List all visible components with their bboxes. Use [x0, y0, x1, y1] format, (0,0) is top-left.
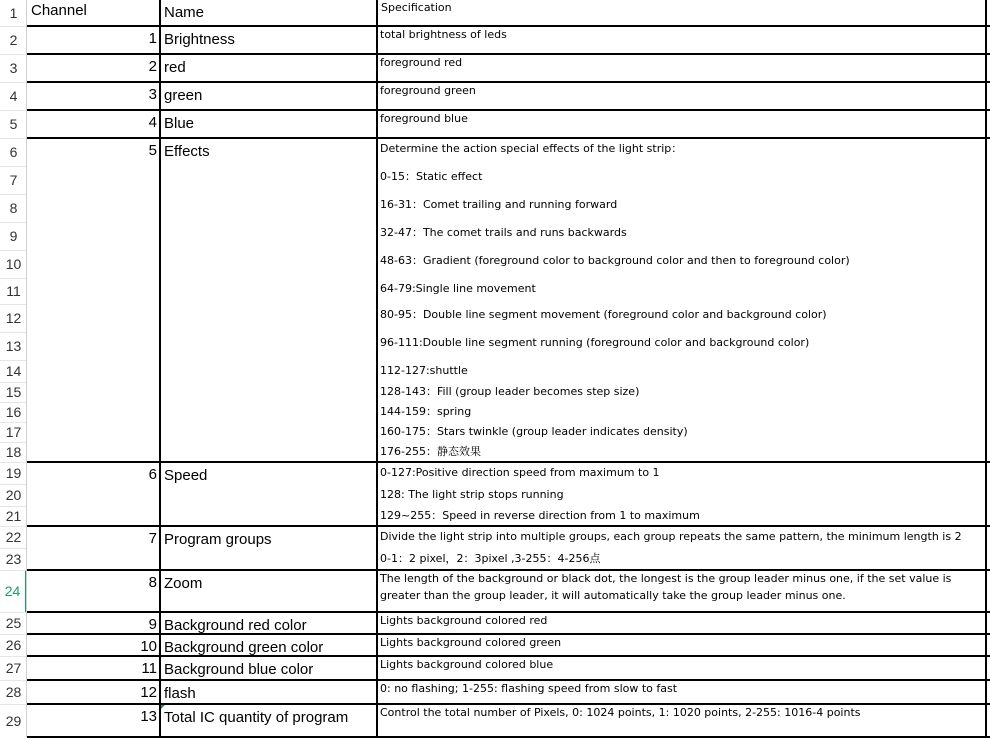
- row-header-gridline: [0, 360, 27, 361]
- header-name[interactable]: Name: [164, 4, 205, 21]
- row-header[interactable]: 1: [0, 0, 27, 26]
- row-header-gridline: [0, 484, 27, 485]
- channel-number[interactable]: 13: [140, 708, 157, 725]
- row-header-gridline: [0, 656, 27, 657]
- row-header[interactable]: 10: [0, 250, 27, 278]
- channel-name[interactable]: Effects: [164, 143, 210, 160]
- row-header[interactable]: 26: [0, 634, 27, 656]
- row-header[interactable]: 7: [0, 166, 27, 194]
- row-border: [27, 736, 990, 738]
- row-header-gridline: [0, 166, 27, 167]
- row-header-gridline: [0, 634, 27, 635]
- row-header[interactable]: 8: [0, 194, 27, 222]
- row-header-gridline: [0, 402, 27, 403]
- row-header-gridline: [0, 332, 27, 333]
- row-header-gridline: [0, 548, 27, 549]
- channel-number[interactable]: 9: [148, 616, 157, 633]
- row-header-gridline: [0, 506, 27, 507]
- channel-specification-line[interactable]: 48-63：Gradient (foreground color to background color and then to foreground color): [380, 254, 850, 267]
- row-header-gridline: [0, 82, 27, 83]
- channel-specification-line[interactable]: 96-111:Double line segment running (foreground color and background color): [380, 336, 810, 349]
- channel-specification[interactable]: foreground green: [380, 84, 476, 97]
- channel-specification[interactable]: foreground red: [380, 56, 463, 69]
- channel-name[interactable]: Background red color: [164, 617, 307, 634]
- row-header-gridline: [0, 222, 27, 223]
- row-header[interactable]: 17: [0, 422, 27, 442]
- row-header[interactable]: 15: [0, 382, 27, 402]
- row-header[interactable]: 18: [0, 442, 27, 462]
- row-header-gridline: [0, 54, 27, 55]
- channel-number[interactable]: 5: [148, 142, 157, 159]
- row-header[interactable]: 5: [0, 110, 27, 138]
- channel-specification-line[interactable]: 144-159：spring: [380, 405, 472, 418]
- channel-name[interactable]: Total IC quantity of program: [164, 709, 349, 726]
- channel-specification-line[interactable]: Determine the action special effects of the light strip：: [380, 142, 683, 155]
- channel-specification-line[interactable]: 32-47：The comet trails and runs backwards: [380, 226, 627, 239]
- channel-specification[interactable]: Lights background colored green: [380, 636, 562, 649]
- row-header[interactable]: 2: [0, 26, 27, 54]
- comment-marker: [161, 705, 165, 709]
- channel-specification[interactable]: foreground blue: [380, 112, 468, 125]
- channel-specification-line[interactable]: 112-127:shuttle: [380, 364, 468, 377]
- channel-name[interactable]: Zoom: [164, 575, 203, 592]
- row-header[interactable]: 25: [0, 612, 27, 634]
- row-header-gridline: [0, 442, 27, 443]
- row-header-gridline: [0, 278, 27, 279]
- channel-name[interactable]: Program groups: [164, 531, 272, 548]
- row-header[interactable]: 29: [0, 704, 27, 737]
- channel-name[interactable]: Background blue color: [164, 661, 314, 678]
- channel-number[interactable]: 2: [148, 58, 157, 75]
- row-header[interactable]: 28: [0, 680, 27, 704]
- channel-specification[interactable]: total brightness of leds: [380, 28, 507, 41]
- row-header[interactable]: 19: [0, 462, 27, 484]
- row-header-gridline: [0, 704, 27, 705]
- header-channel[interactable]: Channel: [31, 2, 87, 19]
- row-header[interactable]: 11: [0, 278, 27, 304]
- row-header[interactable]: 12: [0, 304, 27, 332]
- channel-number[interactable]: 6: [148, 466, 157, 483]
- channel-name[interactable]: Brightness: [164, 31, 235, 48]
- channel-number[interactable]: 11: [141, 660, 157, 677]
- channel-name[interactable]: green: [164, 87, 203, 104]
- channel-specification[interactable]: Lights background colored red: [380, 614, 548, 627]
- channel-specification-line[interactable]: 0-15：Static effect: [380, 170, 483, 183]
- row-header-gridline: [0, 570, 27, 571]
- channel-name[interactable]: flash: [164, 685, 196, 702]
- channel-name[interactable]: Speed: [164, 467, 208, 484]
- channel-specification-line[interactable]: 128-143：Fill (group leader becomes step size): [380, 385, 640, 398]
- channel-number[interactable]: 10: [140, 638, 157, 655]
- channel-specification-line[interactable]: 16-31：Comet trailing and running forward: [380, 198, 618, 211]
- row-header[interactable]: 24: [0, 570, 27, 612]
- row-header[interactable]: 23: [0, 548, 27, 570]
- channel-number[interactable]: 7: [148, 530, 157, 547]
- channel-specification[interactable]: Control the total number of Pixels, 0: 1024 points, 1: 1020 points, 2-255: 1016-4 points: [380, 706, 861, 719]
- row-header-gridline: [0, 304, 27, 305]
- channel-number[interactable]: 4: [148, 114, 157, 131]
- row-header-gridline: [0, 680, 27, 681]
- row-header-gridline: [0, 462, 27, 463]
- row-header[interactable]: 27: [0, 656, 27, 680]
- row-header-gridline: [0, 26, 27, 27]
- channel-number[interactable]: 12: [140, 684, 157, 701]
- row-header-gridline: [0, 382, 27, 383]
- channel-name[interactable]: Background green color: [164, 639, 324, 656]
- row-header[interactable]: 4: [0, 82, 27, 110]
- row-header[interactable]: 13: [0, 332, 27, 360]
- row-header-gridline: [0, 612, 27, 613]
- row-header-gridline: [0, 526, 27, 527]
- row-header[interactable]: 21: [0, 506, 27, 526]
- channel-specification-line[interactable]: 129~255：Speed in reverse direction from 1 to maximum: [380, 509, 700, 522]
- channel-specification-line[interactable]: 160-175：Stars twinkle (group leader indicates density): [380, 425, 688, 438]
- header-specification[interactable]: Specification: [381, 1, 452, 14]
- row-header[interactable]: 22: [0, 526, 27, 548]
- channel-specification-line[interactable]: 0-1：2 pixel，2：3pixel ,3-255：4-256点: [380, 552, 601, 565]
- row-header[interactable]: 16: [0, 402, 27, 422]
- channel-number[interactable]: 3: [148, 86, 157, 103]
- channel-number[interactable]: 8: [148, 574, 157, 591]
- channel-name[interactable]: red: [164, 59, 186, 76]
- row-header-gridline: [0, 422, 27, 423]
- row-header[interactable]: 9: [0, 222, 27, 250]
- channel-specification-line[interactable]: 128: The light strip stops running: [380, 488, 564, 501]
- row-header-gridline: [0, 250, 27, 251]
- channel-specification[interactable]: 0: no flashing; 1-255: flashing speed from slow to fast: [380, 682, 678, 695]
- row-header-gridline: [0, 138, 27, 139]
- channel-specification-line[interactable]: 0-127:Positive direction speed from maximum to 1: [380, 466, 660, 479]
- row-header[interactable]: 3: [0, 54, 27, 82]
- channel-number[interactable]: 1: [148, 30, 157, 47]
- channel-specification[interactable]: The length of the background or black dot, the longest is the group leader minus one, if the set value is greater than the group leader, it will automatically take the group leader minus one.: [380, 572, 952, 602]
- channel-specification-line[interactable]: Divide the light strip into multiple groups, each group repeats the same pattern, the minimum length is 2: [380, 530, 962, 543]
- row-header-gridline: [0, 110, 27, 111]
- channel-specification-line[interactable]: 80-95：Double line segment movement (foreground color and background color): [380, 308, 827, 321]
- channel-specification-line[interactable]: 64-79:Single line movement: [380, 282, 536, 295]
- row-header-gridline: [0, 194, 27, 195]
- row-header[interactable]: 6: [0, 138, 27, 166]
- channel-name[interactable]: Blue: [164, 115, 195, 132]
- channel-specification-line[interactable]: 176-255：静态效果: [380, 445, 481, 458]
- row-header[interactable]: 20: [0, 484, 27, 506]
- row-header[interactable]: 14: [0, 360, 27, 382]
- channel-specification[interactable]: Lights background colored blue: [380, 658, 554, 671]
